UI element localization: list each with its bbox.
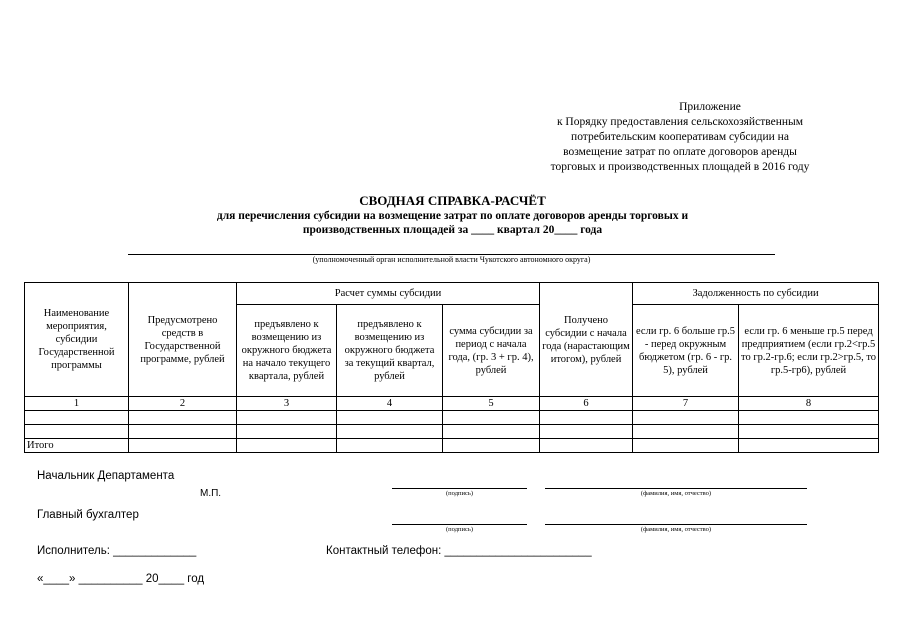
appendix-line: к Порядку предоставления сельскохозяйственным (556, 116, 804, 128)
accountant-name-line[interactable] (545, 524, 807, 525)
col-number: 2 (129, 397, 237, 411)
subsidy-table (24, 282, 879, 453)
table-cell[interactable] (337, 411, 443, 425)
head-name-line[interactable] (545, 488, 807, 489)
appendix-line: торговых и производственных площадей в 2016 году (550, 161, 810, 173)
subtitle-line-2: производственных площадей за ____ квартал 20____ года (302, 224, 603, 236)
col-number: 4 (337, 397, 443, 411)
table-cell[interactable] (337, 439, 443, 453)
header-col6: Получено субсидии с начала года (нарастающим итогом), рублей (540, 283, 633, 397)
column-number-row (25, 397, 879, 411)
col-number: 7 (633, 397, 739, 411)
header-group-calc: Расчет суммы субсидии (237, 283, 540, 305)
table-cell[interactable] (237, 439, 337, 453)
header-col7: если гр. 6 больше гр.5 - перед окружным бюджетом (гр. 6 - гр. 5), рублей (633, 305, 739, 397)
signature-caption: (подпись) (446, 490, 473, 497)
document-subtitle (150, 209, 755, 237)
document-title: СВОДНАЯ СПРАВКА-РАСЧЁТ (359, 193, 546, 208)
table-cell[interactable] (337, 425, 443, 439)
col-number: 3 (237, 397, 337, 411)
table-cell[interactable] (633, 425, 739, 439)
table-cell[interactable] (633, 439, 739, 453)
appendix-heading: Приложение (679, 101, 741, 113)
table-cell[interactable] (129, 425, 237, 439)
phone-field[interactable]: Контактный телефон: _______________________ (326, 545, 592, 557)
total-row (25, 439, 879, 453)
total-label: Итого (25, 439, 129, 453)
table-cell[interactable] (25, 411, 129, 425)
name-caption: (фамилия, имя, отчество) (640, 526, 712, 533)
head-signature-line[interactable] (392, 488, 527, 489)
header-col8: если гр. 6 меньше гр.5 перед предприятием (если гр.2<гр.5 то гр.2-гр.6; если гр.2>гр.5, то гр.5-гр6), рублей (739, 305, 879, 397)
signature-caption: (подпись) (446, 526, 473, 533)
table-cell[interactable] (443, 425, 540, 439)
col-number: 8 (739, 397, 879, 411)
table-cell[interactable] (237, 411, 337, 425)
org-caption: (уполномоченный орган исполнительной власти Чукотского автономного округа) (312, 255, 591, 264)
appendix-line: потребительским кооперативам субсидии на (571, 131, 789, 143)
head-label: Начальник Департамента (37, 470, 175, 482)
table-cell[interactable] (739, 411, 879, 425)
header-col3: предъявлено к возмещению из окружного бюджета на начало текущего квартала, рублей (237, 305, 337, 397)
table-cell[interactable] (540, 439, 633, 453)
table-cell[interactable] (540, 411, 633, 425)
name-caption: (фамилия, имя, отчество) (640, 490, 712, 497)
subtitle-line-1: для перечисления субсидии на возмещение затрат по оплате договоров аренды торговых и (216, 210, 689, 222)
appendix-line: возмещение затрат по оплате договоров аренды (563, 146, 797, 158)
col-number: 5 (443, 397, 540, 411)
col-number: 6 (540, 397, 633, 411)
appendix-block (500, 100, 860, 175)
executor-field[interactable]: Исполнитель: _____________ (37, 545, 197, 557)
date-field[interactable]: «____» __________ 20____ год (37, 573, 205, 585)
table-cell[interactable] (25, 425, 129, 439)
stamp-label: М.П. (200, 488, 222, 499)
table-row (25, 425, 879, 439)
table-cell[interactable] (443, 439, 540, 453)
table-cell[interactable] (739, 439, 879, 453)
header-group-debt: Задолженность по субсидии (633, 283, 879, 305)
accountant-signature-line[interactable] (392, 524, 527, 525)
header-col4: предъявлено к возмещению из окружного бюджета за текущий квартал, рублей (337, 305, 443, 397)
table-cell[interactable] (129, 439, 237, 453)
table-row (25, 411, 879, 425)
header-col5: сумма субсидии за период с начала года, (гр. 3 + гр. 4), рублей (443, 305, 540, 397)
table-cell[interactable] (739, 425, 879, 439)
header-col1: Наименование мероприятия, субсидии Государственной программы (25, 283, 129, 397)
table-cell[interactable] (129, 411, 237, 425)
table-cell[interactable] (540, 425, 633, 439)
accountant-label: Главный бухгалтер (37, 509, 139, 521)
table-cell[interactable] (443, 411, 540, 425)
col-number: 1 (25, 397, 129, 411)
table-cell[interactable] (633, 411, 739, 425)
header-col2: Предусмотрено средств в Государственной программе, рублей (129, 283, 237, 397)
table-cell[interactable] (237, 425, 337, 439)
